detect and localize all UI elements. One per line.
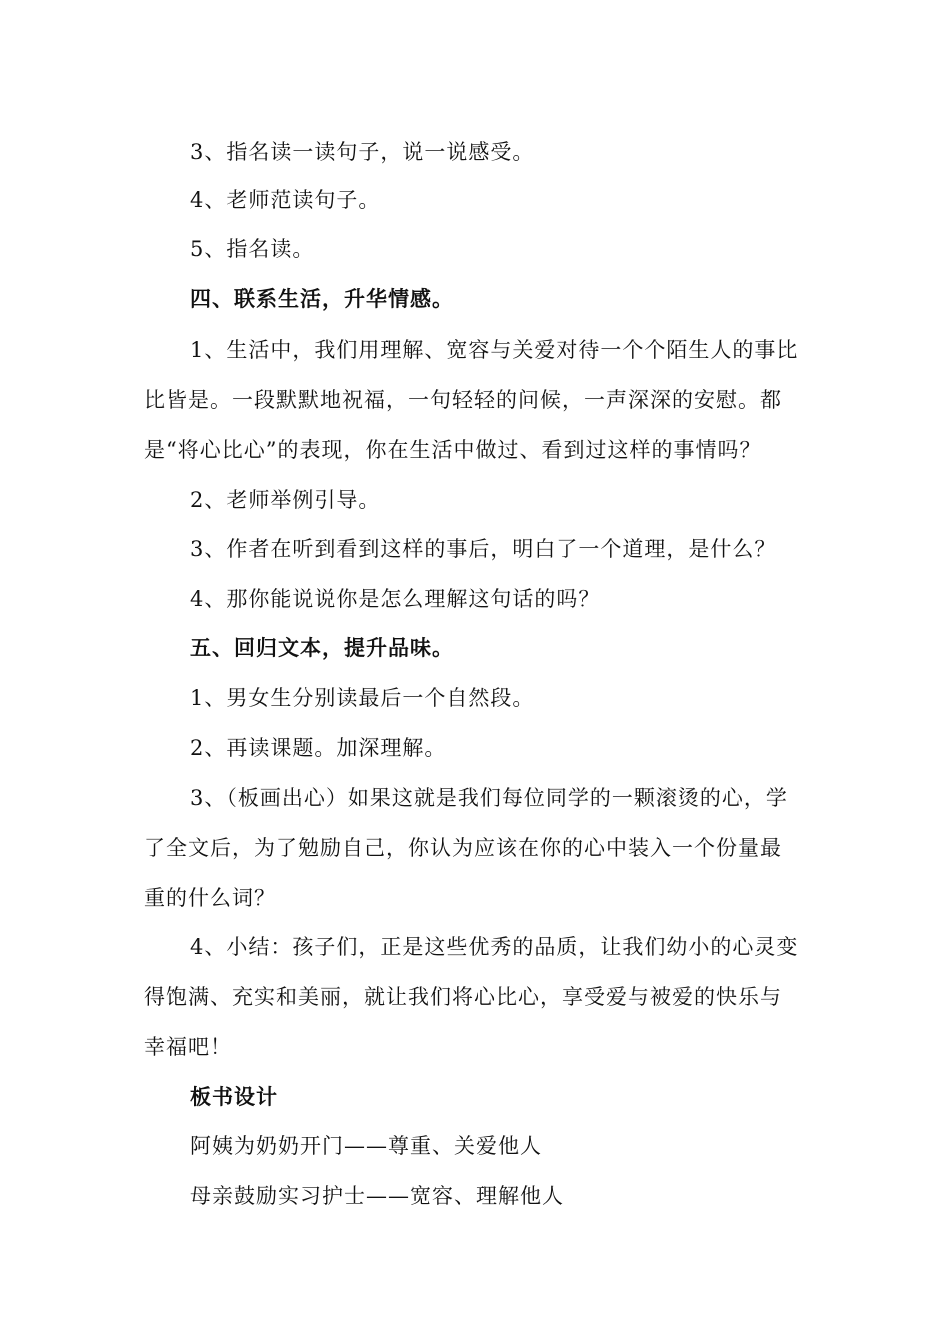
section-5-item-4-line-2: 得饱满、充实和美丽，就让我们将心比心，享受爱与被爱的快乐与 [144, 985, 782, 1009]
section-5-item-3-line-2: 了全文后，为了勉励自己，你认为应该在你的心中装入一个份量最 [144, 836, 782, 860]
step-4-teacher-reads: 4、老师范读句子。 [190, 188, 381, 212]
section-4-item-1-line-3: 是“将心比心”的表现，你在生活中做过、看到过这样的事情吗？ [144, 438, 762, 462]
board-design-line-2: 母亲鼓励实习护士——宽容、理解他人 [190, 1184, 564, 1208]
section-5-item-4-line-3: 幸福吧！ [144, 1035, 232, 1059]
step-3-read-sentence: 3、指名读一读句子，说一说感受。 [190, 140, 535, 164]
section-5-item-4-line-1: 4、小结：孩子们，正是这些优秀的品质，让我们幼小的心灵变 [190, 935, 799, 959]
section-5-item-3-line-1: 3、（板画出心）如果这就是我们每位同学的一颗滚烫的心，学 [190, 786, 788, 810]
section-5-item-3-line-3: 重的什么词？ [144, 886, 276, 910]
board-design-line-1: 阿姨为奶奶开门——尊重、关爱他人 [190, 1134, 542, 1158]
section-5-item-2: 2、再读课题。加深理解。 [190, 736, 447, 760]
section-4-item-3: 3、作者在听到看到这样的事后，明白了一个道理，是什么？ [190, 537, 777, 561]
step-5-named-reading: 5、指名读。 [190, 237, 315, 261]
section-4-heading: 四、联系生活，升华情感。 [190, 286, 454, 311]
board-design-heading: 板书设计 [190, 1084, 278, 1109]
section-4-item-4: 4、那你能说说你是怎么理解这句话的吗？ [190, 587, 601, 611]
section-4-item-1-line-1: 1、生活中，我们用理解、宽容与关爱对待一个个陌生人的事比 [190, 338, 799, 362]
section-4-item-2: 2、老师举例引导。 [190, 488, 381, 512]
section-4-item-1-line-2: 比皆是。一段默默地祝福，一句轻轻的问候，一声深深的安慰。都 [144, 388, 782, 412]
section-5-item-1: 1、男女生分别读最后一个自然段。 [190, 686, 535, 710]
section-5-heading: 五、回归文本，提升品味。 [190, 635, 454, 660]
